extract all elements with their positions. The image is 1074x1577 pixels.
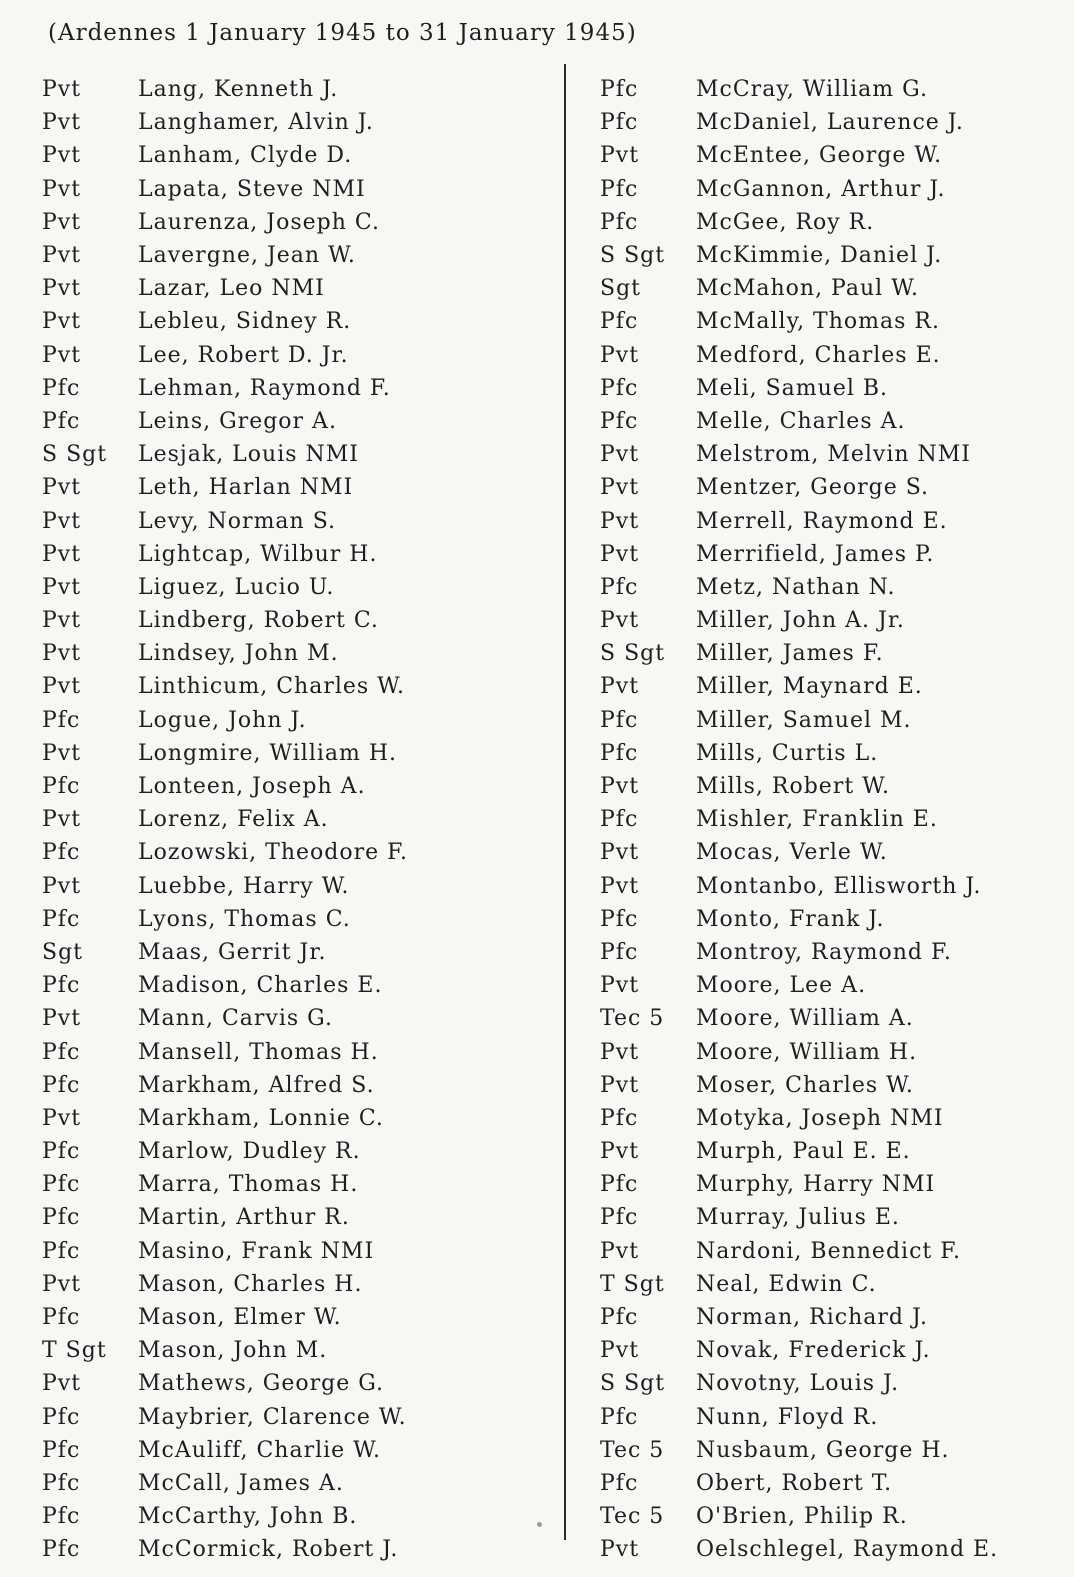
rank: Pvt	[600, 1139, 640, 1165]
roster-entry	[42, 1367, 562, 1400]
roster-entry	[600, 969, 1060, 1002]
soldier-name: Moore, William A.	[696, 1006, 914, 1032]
roster-entry	[600, 936, 1060, 969]
rank: Pvt	[42, 807, 82, 833]
roster-entry	[600, 372, 1060, 405]
rank: Pvt	[600, 1039, 640, 1065]
soldier-name: Liguez, Lucio U.	[138, 574, 335, 600]
roster-entry	[42, 670, 562, 703]
soldier-name: Miller, Samuel M.	[696, 707, 912, 733]
rank: Sgt	[600, 276, 641, 302]
rank: Pfc	[42, 1504, 81, 1530]
rank: S Sgt	[600, 641, 666, 667]
rank: Pfc	[42, 1305, 81, 1331]
soldier-name: Meli, Samuel B.	[696, 375, 889, 401]
roster-entry	[600, 1168, 1060, 1201]
roster-entry	[42, 1069, 562, 1102]
roster-entry	[42, 471, 562, 504]
roster-entry	[600, 405, 1060, 438]
rank: Pvt	[42, 541, 82, 567]
rank: Pfc	[600, 807, 639, 833]
roster-entry	[42, 206, 562, 239]
soldier-name: Mocas, Verle W.	[696, 840, 888, 866]
soldier-name: Mathews, George G.	[138, 1371, 385, 1397]
roster-entry	[600, 903, 1060, 936]
roster-entry	[42, 1334, 562, 1367]
roster-entry	[600, 1135, 1060, 1168]
rank: Pvt	[600, 840, 640, 866]
soldier-name: Obert, Robert T.	[696, 1470, 893, 1496]
rank: Pvt	[42, 1271, 82, 1297]
roster-entry	[600, 704, 1060, 737]
roster-entry	[42, 1533, 562, 1566]
rank: Pfc	[600, 408, 639, 434]
soldier-name: Mason, John M.	[138, 1338, 328, 1364]
roster-entry	[42, 1168, 562, 1201]
soldier-name: Linthicum, Charles W.	[138, 674, 405, 700]
roster-right-column	[600, 73, 1060, 1566]
rank: Pfc	[600, 740, 639, 766]
roster-entry	[42, 903, 562, 936]
roster-entry	[42, 870, 562, 903]
rank: Pvt	[42, 1006, 82, 1032]
roster-entry	[42, 836, 562, 869]
roster-entry	[42, 1467, 562, 1500]
roster-entry	[600, 438, 1060, 471]
soldier-name: Murphy, Harry NMI	[696, 1172, 936, 1198]
rank: T Sgt	[600, 1271, 665, 1297]
roster-entry	[42, 339, 562, 372]
rank: Pvt	[42, 176, 82, 202]
soldier-name: Marra, Thomas H.	[138, 1172, 359, 1198]
roster-entry	[42, 737, 562, 770]
soldier-name: Lonteen, Joseph A.	[138, 774, 366, 800]
roster-entry	[600, 670, 1060, 703]
roster-entry	[42, 372, 562, 405]
rank: Pvt	[42, 508, 82, 534]
rank: Pfc	[600, 1305, 639, 1331]
rank: Pvt	[600, 1238, 640, 1264]
roster-entry	[600, 272, 1060, 305]
column-divider	[564, 64, 566, 1540]
roster-entry	[42, 173, 562, 206]
roster-entry	[600, 305, 1060, 338]
soldier-name: Novak, Frederick J.	[696, 1338, 931, 1364]
soldier-name: Moser, Charles W.	[696, 1072, 914, 1098]
roster-entry	[42, 803, 562, 836]
rank: Pfc	[600, 77, 639, 103]
rank: Pfc	[600, 1105, 639, 1131]
roster-entry	[600, 1002, 1060, 1035]
rank: Pvt	[42, 740, 82, 766]
roster-entry	[600, 1102, 1060, 1135]
soldier-name: McAuliff, Charlie W.	[138, 1437, 381, 1463]
soldier-name: Miller, James F.	[696, 641, 884, 667]
roster-entry	[42, 1268, 562, 1301]
soldier-name: Murph, Paul E. E.	[696, 1139, 911, 1165]
roster-entry	[600, 504, 1060, 537]
roster-entry	[600, 106, 1060, 139]
soldier-name: Mills, Curtis L.	[696, 740, 879, 766]
soldier-name: McGee, Roy R.	[696, 209, 875, 235]
roster-entry	[600, 1235, 1060, 1268]
roster-entry	[42, 106, 562, 139]
soldier-name: Nunn, Floyd R.	[696, 1404, 879, 1430]
soldier-name: Lindberg, Robert C.	[138, 608, 379, 634]
soldier-name: Lyons, Thomas C.	[138, 906, 351, 932]
rank: Pvt	[600, 973, 640, 999]
rank: Pfc	[42, 1072, 81, 1098]
roster-entry	[600, 836, 1060, 869]
roster-entry	[600, 637, 1060, 670]
rank: Pvt	[42, 209, 82, 235]
roster-entry	[600, 870, 1060, 903]
roster-entry	[600, 239, 1060, 272]
soldier-name: Oelschlegel, Raymond E.	[696, 1537, 999, 1563]
soldier-name: Mansell, Thomas H.	[138, 1039, 379, 1065]
soldier-name: Lazar, Leo NMI	[138, 276, 325, 302]
roster-entry	[600, 1301, 1060, 1334]
roster-entry	[600, 139, 1060, 172]
roster-entry	[42, 936, 562, 969]
rank: Pvt	[600, 475, 640, 501]
soldier-name: Longmire, William H.	[138, 740, 398, 766]
roster-entry	[42, 1002, 562, 1035]
rank: Pfc	[42, 1470, 81, 1496]
soldier-name: Montanbo, Ellisworth J.	[696, 873, 982, 899]
rank: Pfc	[42, 774, 81, 800]
rank: Pvt	[42, 243, 82, 269]
rank: Pvt	[600, 1338, 640, 1364]
rank: Pvt	[42, 873, 82, 899]
rank: S Sgt	[42, 442, 108, 468]
soldier-name: Mishler, Franklin E.	[696, 807, 938, 833]
roster-entry	[600, 803, 1060, 836]
soldier-name: Monto, Frank J.	[696, 906, 885, 932]
rank: Pvt	[42, 641, 82, 667]
soldier-name: Melstrom, Melvin NMI	[696, 442, 971, 468]
rank: Tec 5	[600, 1504, 665, 1530]
soldier-name: Lapata, Steve NMI	[138, 176, 366, 202]
soldier-name: Mentzer, George S.	[696, 475, 929, 501]
roster-entry	[600, 1334, 1060, 1367]
rank: Pvt	[600, 508, 640, 534]
roster-entry	[600, 1533, 1060, 1566]
rank: Tec 5	[600, 1437, 665, 1463]
soldier-name: Moore, William H.	[696, 1039, 918, 1065]
soldier-name: Merrell, Raymond E.	[696, 508, 948, 534]
roster-entry	[42, 1102, 562, 1135]
roster-entry	[42, 504, 562, 537]
roster-entry	[600, 1201, 1060, 1234]
rank: Pvt	[600, 674, 640, 700]
rank: Pvt	[42, 342, 82, 368]
soldier-name: Miller, Maynard E.	[696, 674, 923, 700]
soldier-name: Leth, Harlan NMI	[138, 475, 354, 501]
roster-entry	[42, 1500, 562, 1533]
roster-entry	[42, 239, 562, 272]
roster-entry	[600, 770, 1060, 803]
rank: Pfc	[42, 1139, 81, 1165]
soldier-name: McKimmie, Daniel J.	[696, 243, 943, 269]
rank: Pfc	[42, 408, 81, 434]
soldier-name: Melle, Charles A.	[696, 408, 906, 434]
roster-entry	[42, 1434, 562, 1467]
rank: Pfc	[600, 1470, 639, 1496]
soldier-name: Norman, Richard J.	[696, 1305, 929, 1331]
roster-entry	[600, 73, 1060, 106]
roster-entry	[42, 770, 562, 803]
rank: Pvt	[42, 77, 82, 103]
soldier-name: Novotny, Louis J.	[696, 1371, 900, 1397]
rank: Pfc	[600, 574, 639, 600]
roster-entry	[42, 1301, 562, 1334]
soldier-name: Lorenz, Felix A.	[138, 807, 329, 833]
roster-entry	[600, 1069, 1060, 1102]
soldier-name: Medford, Charles E.	[696, 342, 941, 368]
rank: Pfc	[600, 110, 639, 136]
roster-entry	[42, 305, 562, 338]
roster-entry	[600, 1268, 1060, 1301]
roster-entry	[42, 969, 562, 1002]
soldier-name: Miller, John A. Jr.	[696, 608, 905, 634]
soldier-name: Leins, Gregor A.	[138, 408, 337, 434]
rank: Pfc	[600, 1205, 639, 1231]
rank: Pfc	[42, 906, 81, 932]
soldier-name: Mason, Elmer W.	[138, 1305, 342, 1331]
soldier-name: Mann, Carvis G.	[138, 1006, 333, 1032]
rank: Pvt	[42, 608, 82, 634]
soldier-name: Lavergne, Jean W.	[138, 243, 356, 269]
soldier-name: Murray, Julius E.	[696, 1205, 900, 1231]
roster-entry	[600, 538, 1060, 571]
roster-entry	[42, 604, 562, 637]
soldier-name: Madison, Charles E.	[138, 973, 383, 999]
roster-entry	[42, 571, 562, 604]
roster-entry	[600, 1367, 1060, 1400]
roster-entry	[600, 1467, 1060, 1500]
soldier-name: McEntee, George W.	[696, 143, 943, 169]
rank: Pfc	[42, 707, 81, 733]
soldier-name: Levy, Norman S.	[138, 508, 336, 534]
rank: S Sgt	[600, 243, 666, 269]
roster-entry	[42, 405, 562, 438]
soldier-name: Laurenza, Joseph C.	[138, 209, 380, 235]
rank: S Sgt	[600, 1371, 666, 1397]
rank: Tec 5	[600, 1006, 665, 1032]
rank: Pfc	[42, 1205, 81, 1231]
soldier-name: Lee, Robert D. Jr.	[138, 342, 349, 368]
roster-entry	[42, 1135, 562, 1168]
roster-entry	[42, 438, 562, 471]
rank: Pvt	[42, 143, 82, 169]
rank: Pvt	[600, 541, 640, 567]
roster-entry	[42, 538, 562, 571]
rank: Pfc	[600, 939, 639, 965]
soldier-name: McCray, William G.	[696, 77, 928, 103]
rank: Pvt	[42, 1371, 82, 1397]
soldier-name: Lesjak, Louis NMI	[138, 442, 359, 468]
soldier-name: McMahon, Paul W.	[696, 276, 919, 302]
soldier-name: Lehman, Raymond F.	[138, 375, 391, 401]
soldier-name: Motyka, Joseph NMI	[696, 1105, 944, 1131]
roster-entry	[42, 272, 562, 305]
soldier-name: Marlow, Dudley R.	[138, 1139, 361, 1165]
rank: Pfc	[600, 176, 639, 202]
soldier-name: Martin, Arthur R.	[138, 1205, 350, 1231]
roster-entry	[42, 73, 562, 106]
rank: Pfc	[600, 375, 639, 401]
rank: Sgt	[42, 939, 83, 965]
rank: Pvt	[42, 475, 82, 501]
roster-entry	[42, 704, 562, 737]
rank: Pfc	[42, 1437, 81, 1463]
soldier-name: Lindsey, John M.	[138, 641, 339, 667]
soldier-name: Nusbaum, George H.	[696, 1437, 950, 1463]
soldier-name: Maas, Gerrit Jr.	[138, 939, 327, 965]
soldier-name: Montroy, Raymond F.	[696, 939, 952, 965]
roster-entry	[600, 604, 1060, 637]
rank: Pfc	[42, 1404, 81, 1430]
rank: Pvt	[600, 608, 640, 634]
rank: Pvt	[600, 342, 640, 368]
soldier-name: Luebbe, Harry W.	[138, 873, 350, 899]
rank: Pvt	[600, 774, 640, 800]
soldier-name: McMally, Thomas R.	[696, 309, 940, 335]
soldier-name: Lightcap, Wilbur H.	[138, 541, 378, 567]
rank: Pvt	[600, 1072, 640, 1098]
roster-entry	[600, 471, 1060, 504]
soldier-name: Lang, Kenneth J.	[138, 77, 339, 103]
rank: Pfc	[42, 1238, 81, 1264]
soldier-name: Lebleu, Sidney R.	[138, 309, 352, 335]
soldier-name: McCall, James A.	[138, 1470, 344, 1496]
soldier-name: O'Brien, Philip R.	[696, 1504, 908, 1530]
rank: Pfc	[600, 707, 639, 733]
roster-entry	[42, 1035, 562, 1068]
roster-entry	[42, 139, 562, 172]
soldier-name: Metz, Nathan N.	[696, 574, 896, 600]
soldier-name: Masino, Frank NMI	[138, 1238, 375, 1264]
rank: Pvt	[42, 1105, 82, 1131]
roster-entry	[600, 206, 1060, 239]
rank: Pfc	[42, 840, 81, 866]
soldier-name: Markham, Lonnie C.	[138, 1105, 384, 1131]
roster-entry	[600, 173, 1060, 206]
roster-entry	[600, 1434, 1060, 1467]
rank: T Sgt	[42, 1338, 107, 1364]
rank: Pvt	[42, 309, 82, 335]
roster-entry	[42, 1235, 562, 1268]
soldier-name: Nardoni, Bennedict F.	[696, 1238, 962, 1264]
rank: Pvt	[600, 1537, 640, 1563]
soldier-name: Neal, Edwin C.	[696, 1271, 877, 1297]
roster-left-column	[42, 73, 562, 1566]
soldier-name: Logue, John J.	[138, 707, 307, 733]
soldier-name: Maybrier, Clarence W.	[138, 1404, 407, 1430]
soldier-name: McCarthy, John B.	[138, 1504, 358, 1530]
rank: Pvt	[42, 674, 82, 700]
soldier-name: McDaniel, Laurence J.	[696, 110, 964, 136]
rank: Pvt	[600, 143, 640, 169]
roster-entry	[600, 1500, 1060, 1533]
rank: Pfc	[600, 209, 639, 235]
rank: Pvt	[600, 873, 640, 899]
roster-entry	[600, 1035, 1060, 1068]
soldier-name: McGannon, Arthur J.	[696, 176, 946, 202]
rank: Pvt	[600, 442, 640, 468]
soldier-name: Markham, Alfred S.	[138, 1072, 375, 1098]
roster-entry	[42, 637, 562, 670]
soldier-name: Mason, Charles H.	[138, 1271, 363, 1297]
rank: Pfc	[42, 1172, 81, 1198]
rank: Pfc	[42, 1537, 81, 1563]
page-header: (Ardennes 1 January 1945 to 31 January 1945)	[48, 20, 637, 46]
soldier-name: Merrifield, James P.	[696, 541, 935, 567]
roster-entry	[600, 737, 1060, 770]
roster-entry	[42, 1401, 562, 1434]
rank: Pvt	[42, 276, 82, 302]
roster-entry	[600, 571, 1060, 604]
rank: Pvt	[42, 110, 82, 136]
rank: Pfc	[600, 309, 639, 335]
roster-entry	[42, 1201, 562, 1234]
rank: Pvt	[42, 574, 82, 600]
soldier-name: Lanham, Clyde D.	[138, 143, 353, 169]
rank: Pfc	[600, 1172, 639, 1198]
soldier-name: Lozowski, Theodore F.	[138, 840, 408, 866]
rank: Pfc	[42, 1039, 81, 1065]
rank: Pfc	[42, 375, 81, 401]
soldier-name: Mills, Robert W.	[696, 774, 890, 800]
soldier-name: Moore, Lee A.	[696, 973, 867, 999]
rank: Pfc	[600, 906, 639, 932]
rank: Pfc	[600, 1404, 639, 1430]
paper-speck	[537, 1522, 542, 1527]
soldier-name: Langhamer, Alvin J.	[138, 110, 374, 136]
roster-entry	[600, 1401, 1060, 1434]
roster-entry	[600, 339, 1060, 372]
soldier-name: McCormick, Robert J.	[138, 1537, 399, 1563]
rank: Pfc	[42, 973, 81, 999]
